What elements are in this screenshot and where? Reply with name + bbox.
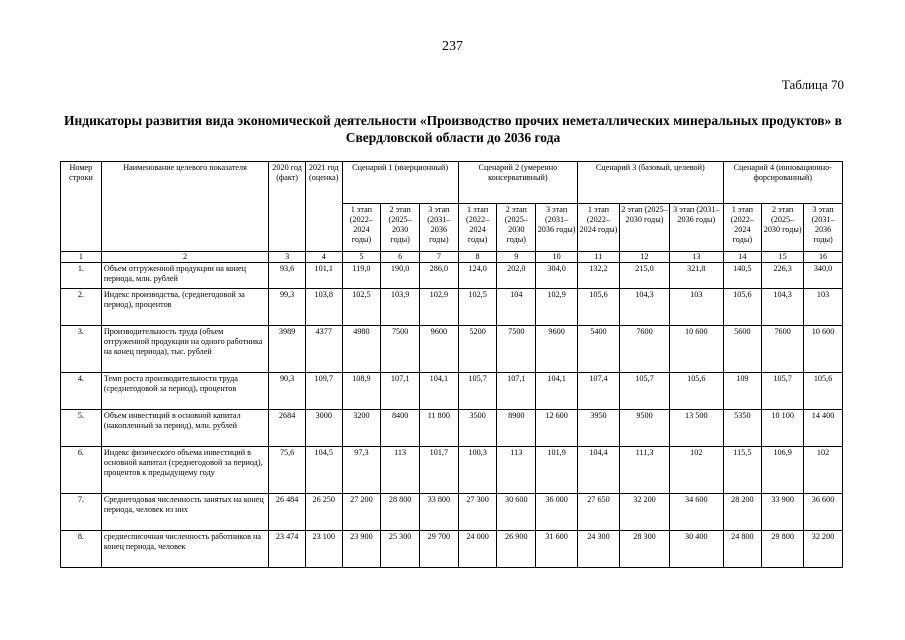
header-scenario-4: Сценарий 4 (инновационно-форсированный)	[723, 162, 843, 204]
header-scenario-1-stage-2: 2 этап (2025–2030 годы)	[381, 204, 420, 252]
indicator-name: Объем инвестиций в основной капитал (накопленный за период), млн. рублей	[101, 410, 268, 447]
header-scenario-2-stage-1: 1 этап (2022–2024 годы)	[458, 204, 497, 252]
value-cell: 24 800	[723, 531, 762, 568]
value-cell: 106,9	[762, 447, 804, 494]
value-cell: 5200	[458, 326, 497, 373]
header-scenario-4-stage-3: 3 этап (2031–2036 годы)	[804, 204, 843, 252]
column-number: 12	[619, 252, 669, 263]
value-cell: 5400	[578, 326, 620, 373]
indicators-table	[60, 161, 843, 568]
value-cell: 321,8	[670, 263, 723, 289]
value-cell: 7600	[762, 326, 804, 373]
value-cell: 101,7	[419, 447, 458, 494]
header-scenario-4-stage-1: 1 этап (2022–2024 годы)	[723, 204, 762, 252]
value-cell: 4980	[342, 326, 381, 373]
value-cell: 30 400	[670, 531, 723, 568]
value-cell: 27 650	[578, 494, 620, 531]
indicator-name: среднесписочная численность работников на конец периода, человек	[101, 531, 268, 568]
value-cell: 104,3	[762, 289, 804, 326]
value-cell: 102,5	[458, 289, 497, 326]
header-scenario-4-stage-2: 2 этап (2025–2030 годы)	[762, 204, 804, 252]
value-cell: 113	[497, 447, 536, 494]
value-cell: 9500	[619, 410, 669, 447]
value-cell: 101,1	[305, 263, 342, 289]
column-number: 9	[497, 252, 536, 263]
value-cell: 103,9	[381, 289, 420, 326]
header-scenario-3: Сценарий 3 (базовый, целевой)	[578, 162, 723, 204]
value-cell: 24 000	[458, 531, 497, 568]
value-cell: 7500	[497, 326, 536, 373]
value-cell: 14 400	[804, 410, 843, 447]
value-cell: 26 250	[305, 494, 342, 531]
value-cell: 304,0	[536, 263, 578, 289]
header-row-number: Номер строки	[61, 162, 102, 252]
value-cell: 107,1	[381, 373, 420, 410]
value-cell: 102	[804, 447, 843, 494]
row-number: 3.	[61, 326, 102, 373]
value-cell: 105,6	[670, 373, 723, 410]
value-cell: 32 200	[804, 531, 843, 568]
header-2020: 2020 год (факт)	[269, 162, 306, 252]
value-cell: 3000	[305, 410, 342, 447]
column-number: 7	[419, 252, 458, 263]
value-cell: 8900	[497, 410, 536, 447]
value-cell: 124,0	[458, 263, 497, 289]
value-cell: 102,9	[419, 289, 458, 326]
table-row	[61, 447, 843, 494]
column-number: 6	[381, 252, 420, 263]
column-number: 10	[536, 252, 578, 263]
value-cell: 104,3	[619, 289, 669, 326]
column-number: 2	[101, 252, 268, 263]
value-cell: 111,3	[619, 447, 669, 494]
value-cell: 13 500	[670, 410, 723, 447]
value-cell: 30 600	[497, 494, 536, 531]
value-cell: 103	[804, 289, 843, 326]
value-cell: 215,0	[619, 263, 669, 289]
value-cell: 105,6	[723, 289, 762, 326]
indicator-name: Индекс физического объема инвестиций в основной капитал (среднегодовой за период), процентов к предыдущему году	[101, 447, 268, 494]
value-cell: 105,7	[619, 373, 669, 410]
value-cell: 202,0	[497, 263, 536, 289]
value-cell: 33 800	[419, 494, 458, 531]
value-cell: 104,1	[536, 373, 578, 410]
value-cell: 3950	[578, 410, 620, 447]
value-cell: 286,0	[419, 263, 458, 289]
table-row	[61, 373, 843, 410]
indicator-name: Объем отгруженной продукции на конец периода, млн. рублей	[101, 263, 268, 289]
value-cell: 97,3	[342, 447, 381, 494]
column-number: 15	[762, 252, 804, 263]
row-number: 7.	[61, 494, 102, 531]
value-cell: 23 100	[305, 531, 342, 568]
value-cell: 102,5	[342, 289, 381, 326]
value-cell: 132,2	[578, 263, 620, 289]
value-cell: 9600	[536, 326, 578, 373]
column-number: 11	[578, 252, 620, 263]
header-2021: 2021 год (оценка)	[305, 162, 342, 252]
value-cell: 113	[381, 447, 420, 494]
row-number: 4.	[61, 373, 102, 410]
value-cell: 33 900	[762, 494, 804, 531]
value-cell: 103,8	[305, 289, 342, 326]
indicator-name: Индекс производства, (среднегодовой за период), процентов	[101, 289, 268, 326]
table-row	[61, 494, 843, 531]
value-cell: 8400	[381, 410, 420, 447]
column-number: 14	[723, 252, 762, 263]
value-cell: 5350	[723, 410, 762, 447]
value-cell: 119,0	[342, 263, 381, 289]
value-cell: 12 600	[536, 410, 578, 447]
value-cell: 9600	[419, 326, 458, 373]
column-number: 1	[61, 252, 102, 263]
row-number: 6.	[61, 447, 102, 494]
row-number: 8.	[61, 531, 102, 568]
value-cell: 32 200	[619, 494, 669, 531]
value-cell: 7500	[381, 326, 420, 373]
indicator-name: Производительность труда (объем отгруженной продукции на одного работника на конец периода), тыс. рублей	[101, 326, 268, 373]
value-cell: 28 800	[381, 494, 420, 531]
value-cell: 105,7	[762, 373, 804, 410]
indicator-name: Среднегодовая численность занятых на конец периода, человек из них	[101, 494, 268, 531]
header-scenario-1: Сценарий 1 (инерционный)	[342, 162, 458, 204]
table-row	[61, 263, 843, 289]
value-cell: 226,3	[762, 263, 804, 289]
header-scenario-2-stage-3: 3 этап (2031–2036 годы)	[536, 204, 578, 252]
value-cell: 3200	[342, 410, 381, 447]
value-cell: 25 300	[381, 531, 420, 568]
value-cell: 105,6	[804, 373, 843, 410]
page-number: 237	[442, 39, 463, 54]
header-indicator-name: Наименование целевого показателя	[101, 162, 268, 252]
column-number: 16	[804, 252, 843, 263]
value-cell: 4377	[305, 326, 342, 373]
value-cell: 26 484	[269, 494, 306, 531]
value-cell: 104,5	[305, 447, 342, 494]
column-number-row	[61, 252, 843, 263]
value-cell: 101,9	[536, 447, 578, 494]
value-cell: 29 700	[419, 531, 458, 568]
header-scenario-2-stage-2: 2 этап (2025–2030 годы)	[497, 204, 536, 252]
row-number: 2.	[61, 289, 102, 326]
table-row	[61, 289, 843, 326]
row-number: 5.	[61, 410, 102, 447]
header-scenario-2: Сценарий 2 (умеренно консервативный)	[458, 162, 577, 204]
value-cell: 190,0	[381, 263, 420, 289]
value-cell: 23 474	[269, 531, 306, 568]
header-scenario-1-stage-3: 3 этап (2031–2036 годы)	[419, 204, 458, 252]
value-cell: 340,0	[804, 263, 843, 289]
value-cell: 24 300	[578, 531, 620, 568]
value-cell: 107,1	[497, 373, 536, 410]
indicator-name: Темп роста производительности труда (среднегодовой за период), процентов	[101, 373, 268, 410]
value-cell: 36 600	[804, 494, 843, 531]
value-cell: 31 600	[536, 531, 578, 568]
value-cell: 26 900	[497, 531, 536, 568]
value-cell: 28 300	[619, 531, 669, 568]
value-cell: 36 000	[536, 494, 578, 531]
value-cell: 105,6	[578, 289, 620, 326]
value-cell: 115,5	[723, 447, 762, 494]
value-cell: 3500	[458, 410, 497, 447]
column-number: 8	[458, 252, 497, 263]
value-cell: 102,9	[536, 289, 578, 326]
value-cell: 109	[723, 373, 762, 410]
value-cell: 10 100	[762, 410, 804, 447]
header-scenario-3-stage-3: 3 этап (2031–2036 годы)	[670, 204, 723, 252]
value-cell: 107,4	[578, 373, 620, 410]
value-cell: 99,3	[269, 289, 306, 326]
value-cell: 93,6	[269, 263, 306, 289]
column-number: 3	[269, 252, 306, 263]
value-cell: 3989	[269, 326, 306, 373]
column-number: 4	[305, 252, 342, 263]
value-cell: 10 600	[804, 326, 843, 373]
table-row	[61, 410, 843, 447]
value-cell: 105,7	[458, 373, 497, 410]
value-cell: 104,4	[578, 447, 620, 494]
value-cell: 90,3	[269, 373, 306, 410]
value-cell: 102	[670, 447, 723, 494]
table-row	[61, 531, 843, 568]
value-cell: 27 200	[342, 494, 381, 531]
header-row-top	[61, 162, 843, 204]
value-cell: 108,9	[342, 373, 381, 410]
value-cell: 29 800	[762, 531, 804, 568]
value-cell: 103	[670, 289, 723, 326]
header-scenario-1-stage-1: 1 этап (2022–2024 годы)	[342, 204, 381, 252]
value-cell: 140,5	[723, 263, 762, 289]
value-cell: 27 300	[458, 494, 497, 531]
table-label: Таблица 70	[781, 77, 844, 92]
document-title: Индикаторы развития вида экономической деятельности «Производство прочих неметаллических минеральных продуктов» в Свердловской области до 2036 года	[64, 113, 842, 145]
value-cell: 10 600	[670, 326, 723, 373]
value-cell: 7600	[619, 326, 669, 373]
header-scenario-3-stage-2: 2 этап (2025–2030 годы)	[619, 204, 669, 252]
value-cell: 23 900	[342, 531, 381, 568]
header-scenario-3-stage-1: 1 этап (2022–2024 годы)	[578, 204, 620, 252]
value-cell: 109,7	[305, 373, 342, 410]
value-cell: 104,1	[419, 373, 458, 410]
value-cell: 28 200	[723, 494, 762, 531]
value-cell: 100,3	[458, 447, 497, 494]
value-cell: 104	[497, 289, 536, 326]
row-number: 1.	[61, 263, 102, 289]
value-cell: 5600	[723, 326, 762, 373]
column-number: 13	[670, 252, 723, 263]
table-row	[61, 326, 843, 373]
column-number: 5	[342, 252, 381, 263]
value-cell: 75,6	[269, 447, 306, 494]
value-cell: 2684	[269, 410, 306, 447]
value-cell: 34 600	[670, 494, 723, 531]
value-cell: 11 800	[419, 410, 458, 447]
